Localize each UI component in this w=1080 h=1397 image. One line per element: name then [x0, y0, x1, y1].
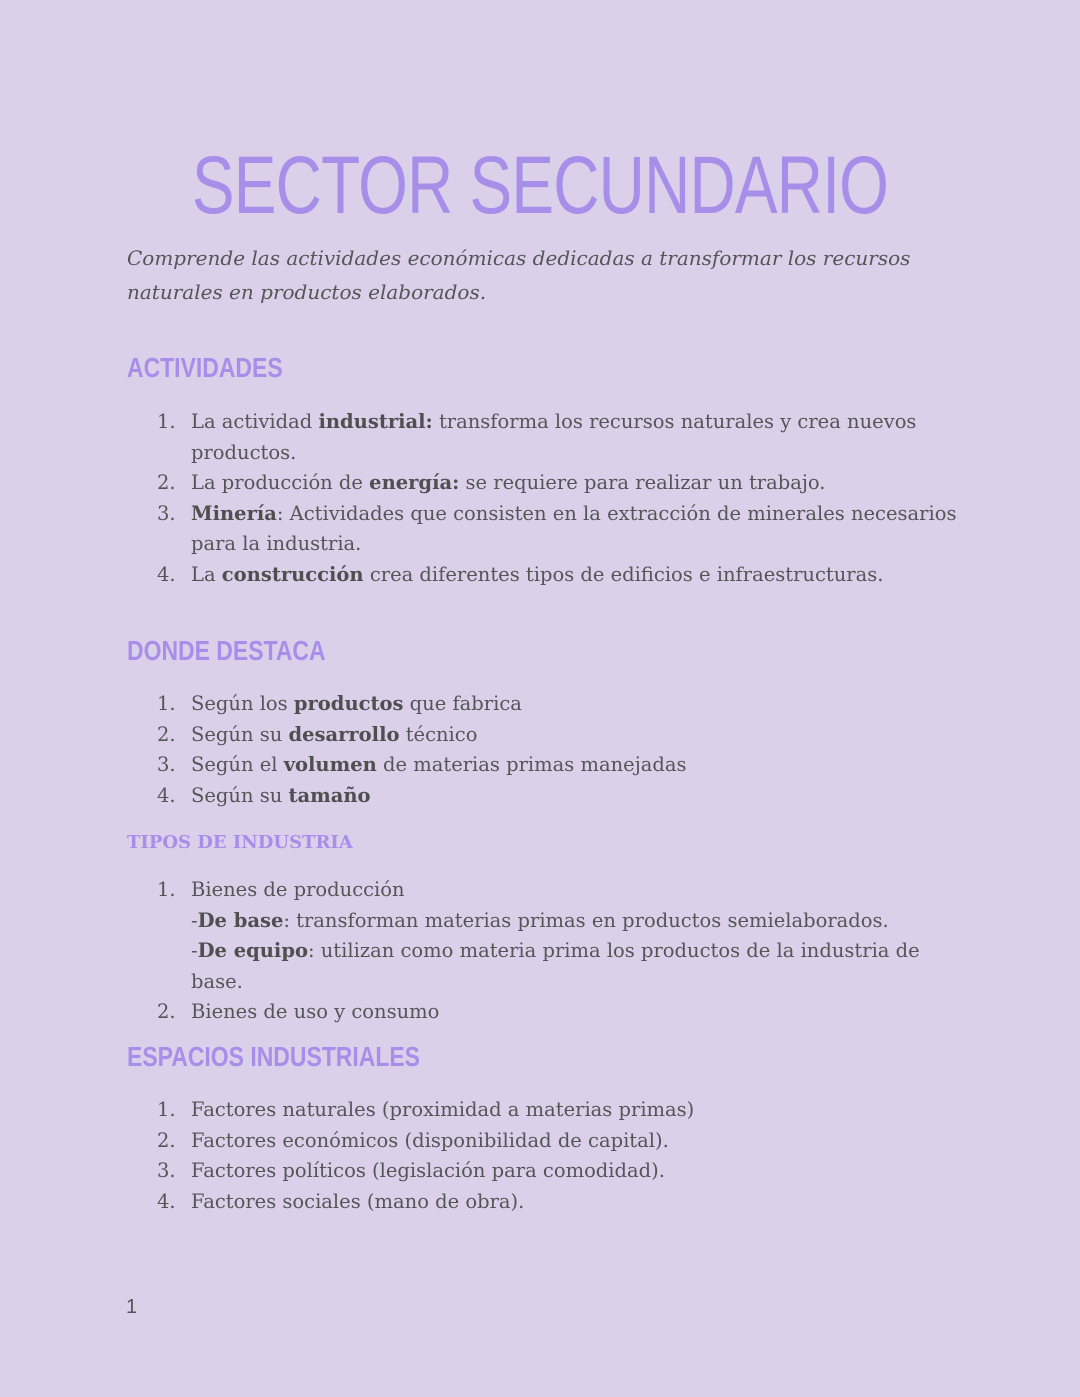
- page-number: 1: [126, 1296, 138, 1318]
- list-donde-destaca: [127, 689, 957, 811]
- heading-espacios-industriales: ESPACIOS INDUSTRIALES: [127, 1041, 420, 1072]
- list-item: 1. La actividad industrial: transforma los recursos naturales y crea nuevos productos.: [157, 410, 917, 464]
- list-item: 2. Bienes de uso y consumo: [157, 1000, 440, 1023]
- list-item: 4. Factores sociales (mano de obra).: [157, 1189, 525, 1213]
- list-item: 1. Según los productos que fabrica: [157, 692, 522, 715]
- list-item: 1. Bienes de producción -De base: transforman materias primas en productos semielaborados. -De equipo: utilizan como materia prima los productos de la industria de base.: [127, 875, 957, 997]
- sub-item-de-base: -De base: transforman materias primas en productos semielaborados.: [191, 908, 889, 932]
- list-item: 3. Según el volumen de materias primas manejadas: [157, 753, 687, 776]
- list-item: 3. Minería: Actividades que consisten en la extracción de minerales necesarios para la industria.: [157, 501, 957, 555]
- sub-item-de-equipo: -De equipo: utilizan como materia prima los productos de la industria de base.: [191, 939, 920, 993]
- list-actividades: [127, 407, 957, 590]
- list-item: 2. La producción de energía: se requiere para realizar un trabajo.: [157, 471, 826, 494]
- list-item: 4. Según su tamaño: [157, 783, 371, 807]
- list-item: 4. La construcción crea diferentes tipos de edificios e infraestructuras.: [157, 562, 884, 586]
- list-item: 3. Factores políticos (legislación para comodidad).: [157, 1159, 665, 1182]
- list-item: 2. Según su desarrollo técnico: [157, 722, 478, 746]
- list-espacios-industriales: [127, 1095, 957, 1217]
- list-item: 2. Factores económicos (disponibilidad de capital).: [157, 1128, 669, 1152]
- heading-actividades: ACTIVIDADES: [127, 352, 283, 383]
- intro-paragraph: Comprende las actividades económicas dedicadas a transformar los recursos naturales en productos elaborados.: [127, 246, 911, 304]
- list-item: 1. Factores naturales (proximidad a materias primas): [157, 1098, 695, 1121]
- heading-tipos-industria: TIPOS DE INDUSTRIA: [127, 832, 353, 853]
- heading-donde-destaca: DONDE DESTACA: [127, 635, 326, 666]
- page-title: SECTOR SECUNDARIO: [191, 140, 889, 231]
- list-tipos-industria: [127, 875, 957, 1028]
